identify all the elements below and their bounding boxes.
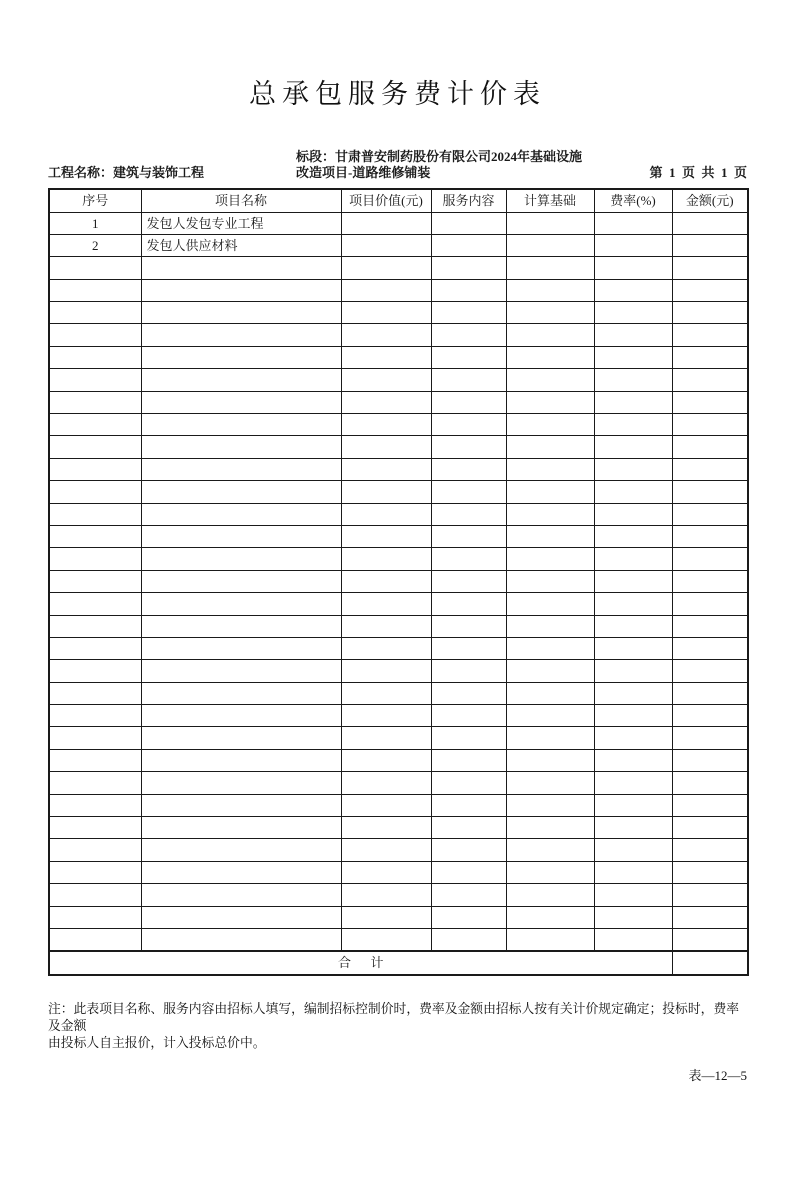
section-line1: 标段：甘肃普安制药股份有限公司2024年基础设施: [296, 149, 583, 164]
cell-item-name: [141, 682, 341, 704]
header-service-content: 服务内容: [431, 189, 506, 212]
cell-calc-basis: [506, 884, 594, 906]
cell-item-name: [141, 346, 341, 368]
cell-service-content: [431, 615, 506, 637]
cell-amount: [672, 570, 748, 592]
cell-seq: [49, 302, 141, 324]
cell-rate: [594, 660, 672, 682]
cell-calc-basis: [506, 749, 594, 771]
cell-seq: [49, 861, 141, 883]
cell-seq: [49, 682, 141, 704]
cell-calc-basis: [506, 279, 594, 301]
cell-calc-basis: [506, 615, 594, 637]
cell-rate: [594, 324, 672, 346]
cell-amount: [672, 414, 748, 436]
cell-project-value: [341, 436, 431, 458]
cell-project-value: [341, 727, 431, 749]
header-project-value: 项目价值(元): [341, 189, 431, 212]
cell-service-content: [431, 481, 506, 503]
cell-service-content: [431, 346, 506, 368]
cell-amount: [672, 525, 748, 547]
cell-rate: [594, 682, 672, 704]
table-row: [49, 727, 748, 749]
cell-seq: [49, 727, 141, 749]
cell-project-value: [341, 637, 431, 659]
cell-item-name: [141, 302, 341, 324]
cell-project-value: [341, 570, 431, 592]
cell-rate: [594, 817, 672, 839]
cell-service-content: [431, 839, 506, 861]
table-row: [49, 906, 748, 928]
cell-project-value: [341, 705, 431, 727]
cell-amount: [672, 391, 748, 413]
cell-seq: 1: [49, 212, 141, 234]
cell-seq: [49, 548, 141, 570]
cell-item-name: [141, 279, 341, 301]
cell-service-content: [431, 324, 506, 346]
cell-project-value: [341, 234, 431, 256]
header-item-name: 项目名称: [141, 189, 341, 212]
cell-amount: [672, 481, 748, 503]
cell-amount: [672, 749, 748, 771]
cell-rate: [594, 749, 672, 771]
table-row: [49, 481, 748, 503]
cell-service-content: [431, 369, 506, 391]
table-row: [49, 212, 748, 234]
cell-amount: [672, 458, 748, 480]
cell-calc-basis: [506, 727, 594, 749]
cell-calc-basis: [506, 234, 594, 256]
table-row: [49, 391, 748, 413]
cell-seq: [49, 391, 141, 413]
cell-project-value: [341, 929, 431, 951]
cell-project-value: [341, 660, 431, 682]
cell-service-content: [431, 257, 506, 279]
cell-rate: [594, 279, 672, 301]
cell-seq: [49, 615, 141, 637]
cell-project-value: [341, 749, 431, 771]
cell-rate: [594, 884, 672, 906]
cell-calc-basis: [506, 391, 594, 413]
cell-rate: [594, 861, 672, 883]
cell-amount: [672, 346, 748, 368]
cell-amount: [672, 212, 748, 234]
cell-service-content: [431, 234, 506, 256]
cell-seq: [49, 839, 141, 861]
table-row: [49, 637, 748, 659]
footnote: [48, 1001, 747, 1052]
cell-amount: [672, 436, 748, 458]
cell-amount: [672, 839, 748, 861]
table-row: [49, 660, 748, 682]
cell-seq: [49, 749, 141, 771]
cell-rate: [594, 637, 672, 659]
cell-calc-basis: [506, 458, 594, 480]
table-row: [49, 346, 748, 368]
table-row: [49, 324, 748, 346]
table-row: [49, 436, 748, 458]
cell-amount: [672, 772, 748, 794]
cell-amount: [672, 660, 748, 682]
cell-seq: [49, 884, 141, 906]
table-row: [49, 414, 748, 436]
total-amount-cell: [672, 951, 748, 975]
cell-seq: 2: [49, 234, 141, 256]
project-name-label: 工程名称：建筑与装饰工程: [48, 165, 205, 180]
cell-rate: [594, 302, 672, 324]
cell-project-value: [341, 817, 431, 839]
cell-service-content: [431, 929, 506, 951]
cell-amount: [672, 302, 748, 324]
cell-seq: [49, 503, 141, 525]
cell-calc-basis: [506, 302, 594, 324]
cell-project-value: [341, 525, 431, 547]
cell-calc-basis: [506, 929, 594, 951]
cell-amount: [672, 234, 748, 256]
cell-seq: [49, 660, 141, 682]
table-row: [49, 369, 748, 391]
cell-service-content: [431, 548, 506, 570]
table-row: [49, 839, 748, 861]
table-row: [49, 749, 748, 771]
cell-calc-basis: [506, 906, 594, 928]
table-row: [49, 503, 748, 525]
cell-service-content: [431, 906, 506, 928]
cell-service-content: [431, 414, 506, 436]
cell-item-name: [141, 637, 341, 659]
cell-calc-basis: [506, 503, 594, 525]
cell-rate: [594, 481, 672, 503]
cell-calc-basis: [506, 481, 594, 503]
cell-service-content: [431, 593, 506, 615]
cell-calc-basis: [506, 324, 594, 346]
cell-rate: [594, 727, 672, 749]
cell-project-value: [341, 839, 431, 861]
cell-rate: [594, 906, 672, 928]
cell-seq: [49, 593, 141, 615]
cell-amount: [672, 861, 748, 883]
table-row: [49, 794, 748, 816]
cell-rate: [594, 705, 672, 727]
cell-rate: [594, 414, 672, 436]
table-row: [49, 705, 748, 727]
cell-amount: [672, 257, 748, 279]
cell-project-value: [341, 884, 431, 906]
cell-item-name: [141, 615, 341, 637]
cell-seq: [49, 257, 141, 279]
cell-rate: [594, 525, 672, 547]
cell-service-content: [431, 391, 506, 413]
cell-item-name: [141, 749, 341, 771]
cell-seq: [49, 929, 141, 951]
section-line2: 改造项目-道路维修铺装: [296, 165, 431, 180]
cell-calc-basis: [506, 212, 594, 234]
table-row: [49, 525, 748, 547]
cell-item-name: [141, 861, 341, 883]
cell-seq: [49, 705, 141, 727]
cell-seq: [49, 525, 141, 547]
cell-calc-basis: [506, 637, 594, 659]
cell-item-name: [141, 525, 341, 547]
cell-rate: [594, 458, 672, 480]
cell-project-value: [341, 772, 431, 794]
footnote-line1: 注：此表项目名称、服务内容由招标人填写，编制招标控制价时，费率及金额由招标人按有关计价规定确定；投标时，费率及金额: [48, 1001, 740, 1033]
table-row: [49, 302, 748, 324]
cell-calc-basis: [506, 682, 594, 704]
cell-rate: [594, 615, 672, 637]
table-row: [49, 570, 748, 592]
cell-amount: [672, 884, 748, 906]
cell-item-name: [141, 548, 341, 570]
form-code: 表—12—5: [688, 1067, 747, 1083]
cell-service-content: [431, 794, 506, 816]
cell-calc-basis: [506, 414, 594, 436]
cell-seq: [49, 570, 141, 592]
cell-item-name: [141, 391, 341, 413]
cell-item-name: 发包人供应材料: [141, 234, 341, 256]
cell-item-name: [141, 660, 341, 682]
cell-rate: [594, 772, 672, 794]
document-page: [0, 76, 800, 1204]
cell-seq: [49, 817, 141, 839]
cell-amount: [672, 593, 748, 615]
cell-project-value: [341, 391, 431, 413]
cell-item-name: [141, 257, 341, 279]
page-number-info: 第 1 页 共 1 页: [649, 165, 747, 180]
table-row: [49, 929, 748, 951]
cell-calc-basis: [506, 346, 594, 368]
cell-amount: [672, 929, 748, 951]
cell-seq: [49, 414, 141, 436]
cell-calc-basis: [506, 257, 594, 279]
table-row: [49, 772, 748, 794]
cell-project-value: [341, 794, 431, 816]
cell-amount: [672, 794, 748, 816]
cell-calc-basis: [506, 817, 594, 839]
meta-row: [48, 148, 747, 182]
cell-amount: [672, 637, 748, 659]
cell-item-name: [141, 369, 341, 391]
cell-calc-basis: [506, 839, 594, 861]
table-row: [49, 548, 748, 570]
cell-item-name: [141, 727, 341, 749]
cell-calc-basis: [506, 705, 594, 727]
cell-amount: [672, 682, 748, 704]
cell-item-name: [141, 772, 341, 794]
cell-rate: [594, 346, 672, 368]
table-row: [49, 861, 748, 883]
table-row: [49, 234, 748, 256]
cell-item-name: [141, 458, 341, 480]
cell-service-content: [431, 660, 506, 682]
cell-item-name: [141, 503, 341, 525]
cell-seq: [49, 906, 141, 928]
cell-project-value: [341, 212, 431, 234]
total-row: [49, 951, 748, 975]
cell-project-value: [341, 302, 431, 324]
page-title: 总承包服务费计价表: [249, 79, 546, 109]
cell-item-name: [141, 817, 341, 839]
cell-item-name: [141, 436, 341, 458]
cell-item-name: [141, 884, 341, 906]
cell-service-content: [431, 884, 506, 906]
cell-calc-basis: [506, 436, 594, 458]
cell-calc-basis: [506, 660, 594, 682]
cell-project-value: [341, 257, 431, 279]
fee-table: [48, 188, 749, 976]
cell-amount: [672, 548, 748, 570]
cell-item-name: [141, 570, 341, 592]
fee-table-footer: [49, 951, 748, 975]
cell-project-value: [341, 414, 431, 436]
cell-rate: [594, 593, 672, 615]
cell-rate: [594, 570, 672, 592]
table-row: [49, 884, 748, 906]
cell-rate: [594, 548, 672, 570]
cell-item-name: 发包人发包专业工程: [141, 212, 341, 234]
header-seq: 序号: [49, 189, 141, 212]
table-row: [49, 682, 748, 704]
cell-calc-basis: [506, 861, 594, 883]
cell-service-content: [431, 749, 506, 771]
total-label: 合 计: [49, 951, 672, 975]
cell-item-name: [141, 705, 341, 727]
cell-rate: [594, 234, 672, 256]
cell-amount: [672, 817, 748, 839]
cell-rate: [594, 794, 672, 816]
cell-rate: [594, 929, 672, 951]
cell-calc-basis: [506, 593, 594, 615]
cell-service-content: [431, 682, 506, 704]
cell-project-value: [341, 548, 431, 570]
cell-project-value: [341, 369, 431, 391]
fee-table-body: [49, 212, 748, 951]
cell-rate: [594, 391, 672, 413]
cell-service-content: [431, 503, 506, 525]
cell-amount: [672, 279, 748, 301]
cell-seq: [49, 369, 141, 391]
cell-item-name: [141, 794, 341, 816]
fee-table-header: [49, 189, 748, 212]
cell-calc-basis: [506, 794, 594, 816]
cell-rate: [594, 369, 672, 391]
cell-calc-basis: [506, 548, 594, 570]
cell-calc-basis: [506, 772, 594, 794]
cell-calc-basis: [506, 570, 594, 592]
cell-project-value: [341, 346, 431, 368]
cell-amount: [672, 324, 748, 346]
cell-amount: [672, 906, 748, 928]
header-calc-basis: 计算基础: [506, 189, 594, 212]
table-row: [49, 817, 748, 839]
cell-seq: [49, 772, 141, 794]
cell-amount: [672, 705, 748, 727]
cell-project-value: [341, 279, 431, 301]
cell-item-name: [141, 324, 341, 346]
section-label: [296, 149, 582, 181]
cell-rate: [594, 257, 672, 279]
cell-project-value: [341, 593, 431, 615]
cell-service-content: [431, 772, 506, 794]
cell-seq: [49, 481, 141, 503]
cell-service-content: [431, 705, 506, 727]
header-row: [49, 189, 748, 212]
header-rate: 费率(%): [594, 189, 672, 212]
cell-seq: [49, 637, 141, 659]
table-row: [49, 257, 748, 279]
cell-service-content: [431, 637, 506, 659]
table-row: [49, 593, 748, 615]
cell-project-value: [341, 458, 431, 480]
table-row: [49, 615, 748, 637]
cell-amount: [672, 503, 748, 525]
cell-project-value: [341, 906, 431, 928]
cell-seq: [49, 794, 141, 816]
cell-project-value: [341, 481, 431, 503]
cell-amount: [672, 615, 748, 637]
table-row: [49, 279, 748, 301]
cell-seq: [49, 458, 141, 480]
cell-item-name: [141, 839, 341, 861]
cell-service-content: [431, 727, 506, 749]
cell-service-content: [431, 570, 506, 592]
cell-service-content: [431, 458, 506, 480]
cell-seq: [49, 346, 141, 368]
cell-service-content: [431, 436, 506, 458]
cell-seq: [49, 436, 141, 458]
cell-project-value: [341, 615, 431, 637]
cell-project-value: [341, 861, 431, 883]
header-amount: 金额(元): [672, 189, 748, 212]
cell-calc-basis: [506, 525, 594, 547]
cell-service-content: [431, 525, 506, 547]
cell-item-name: [141, 929, 341, 951]
cell-item-name: [141, 414, 341, 436]
cell-service-content: [431, 302, 506, 324]
cell-project-value: [341, 324, 431, 346]
footnote-line2: 由投标人自主报价，计入投标总价中。: [48, 1035, 266, 1050]
cell-service-content: [431, 817, 506, 839]
cell-item-name: [141, 593, 341, 615]
cell-project-value: [341, 682, 431, 704]
cell-project-value: [341, 503, 431, 525]
cell-service-content: [431, 212, 506, 234]
cell-amount: [672, 369, 748, 391]
cell-amount: [672, 727, 748, 749]
cell-rate: [594, 212, 672, 234]
cell-rate: [594, 436, 672, 458]
cell-service-content: [431, 861, 506, 883]
cell-seq: [49, 324, 141, 346]
table-row: [49, 458, 748, 480]
cell-rate: [594, 839, 672, 861]
cell-item-name: [141, 481, 341, 503]
cell-rate: [594, 503, 672, 525]
cell-item-name: [141, 906, 341, 928]
cell-service-content: [431, 279, 506, 301]
cell-calc-basis: [506, 369, 594, 391]
cell-seq: [49, 279, 141, 301]
